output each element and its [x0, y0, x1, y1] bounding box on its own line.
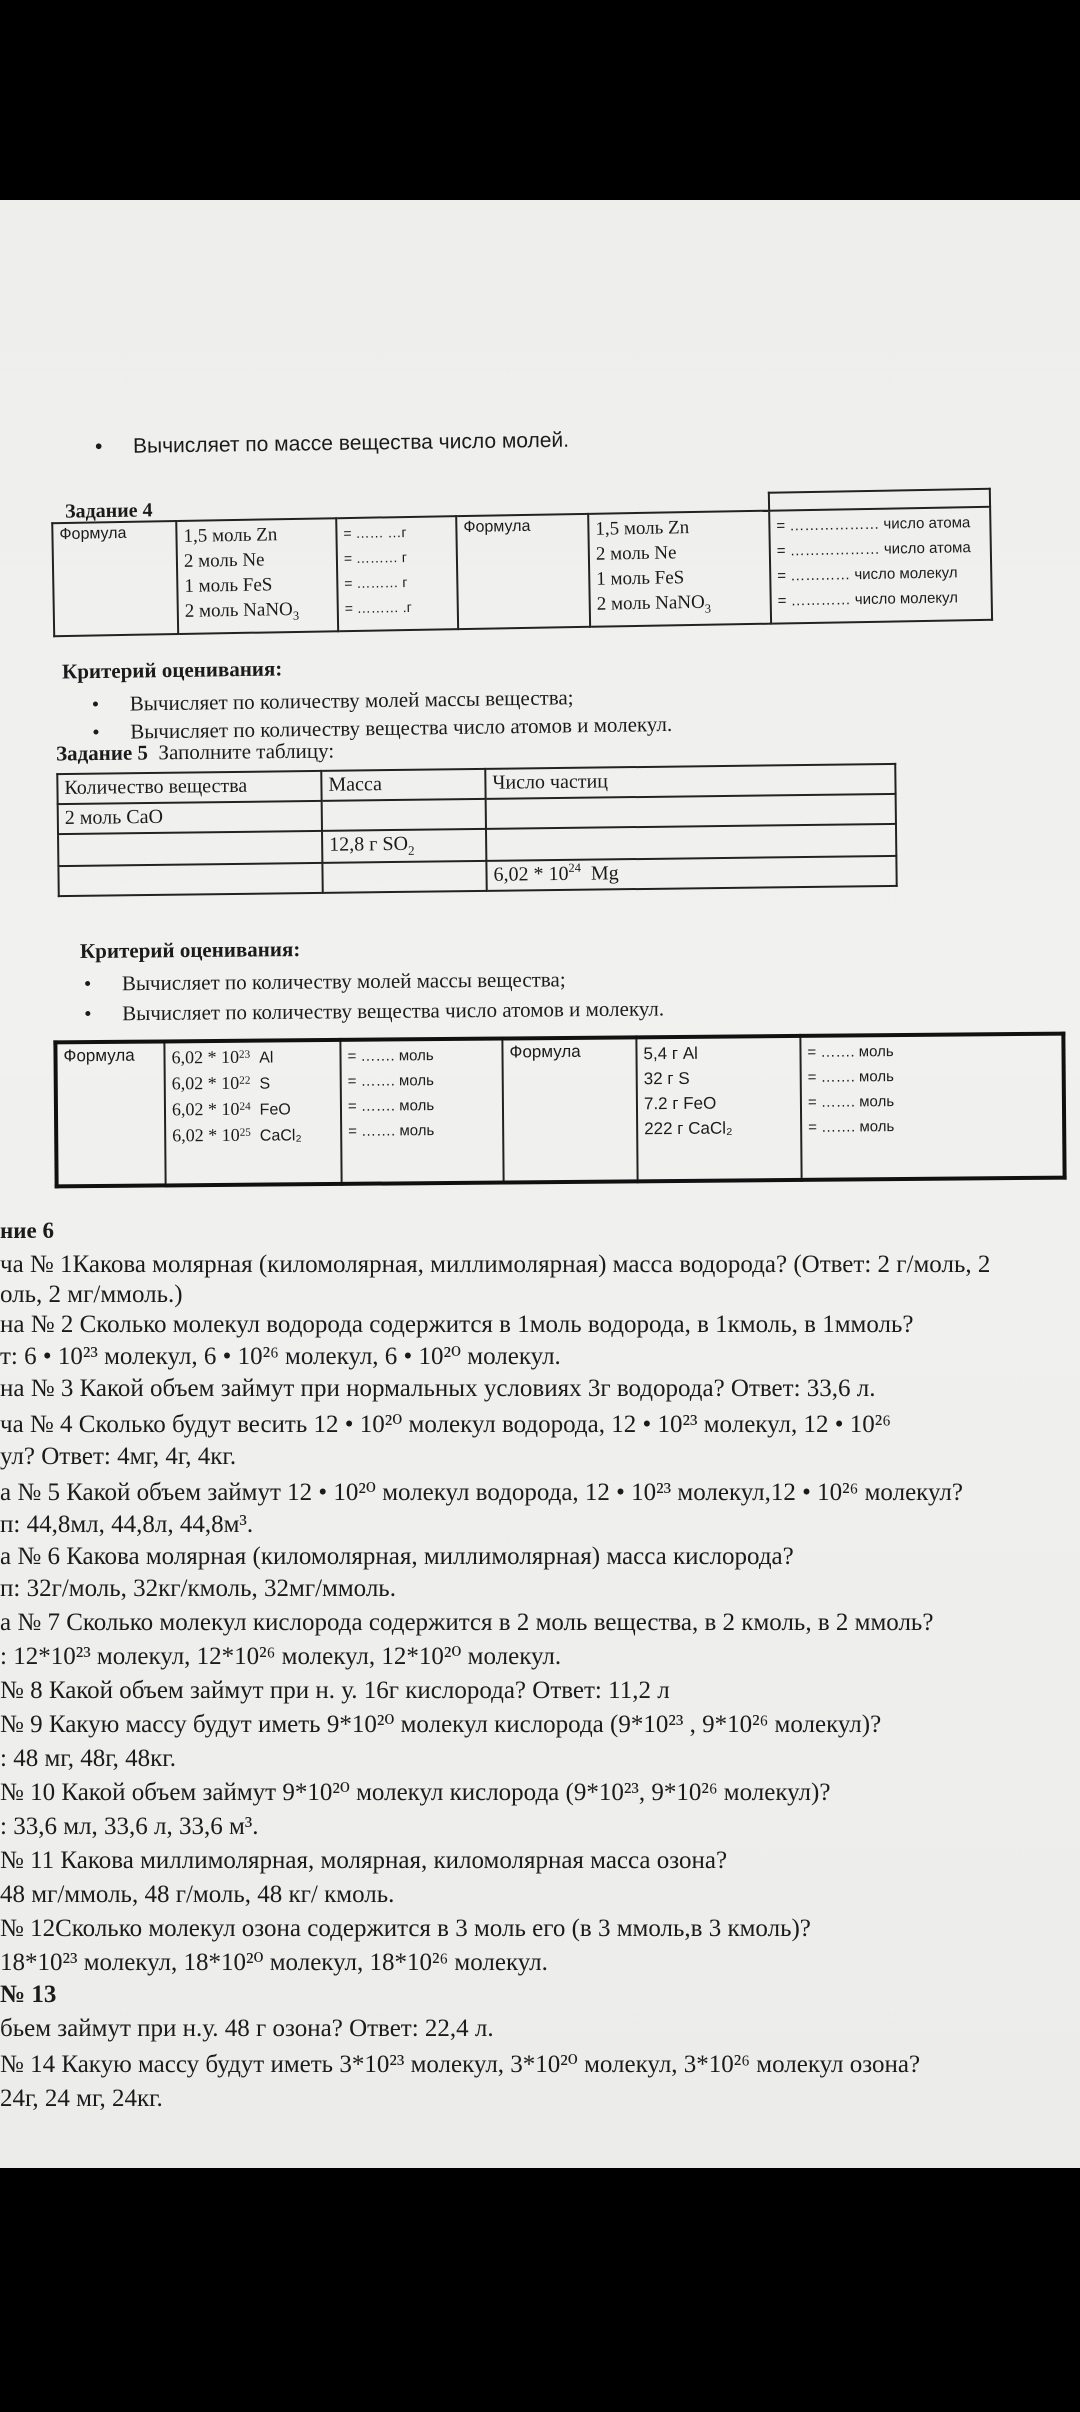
criteria1-item-2: • Вычисляет по количеству вещества число атомов и молекул. [92, 710, 672, 746]
problem-line-10: а № 6 Какова молярная (киломолярная, миллимолярная) масса кислорода? [0, 1543, 794, 1570]
moles-left-label: Формула [55, 1041, 165, 1186]
problem-line-8: а № 5 Какой объем займут 12 • 10²⁰ молекул водорода, 12 • 10²³ молекул,12 • 10²⁶ молекул? [0, 1479, 963, 1506]
task5-row2-mass: 12,8 г $SO_2$ [322, 829, 486, 863]
problem-line-24: бьем займут при н.у. 48 г озона? Ответ: 22,4 л. [0, 2015, 494, 2042]
problem-line-26: 24г, 24 мг, 24кг. [0, 2085, 163, 2112]
problem-line-15: № 9 Какую массу будут иметь 9*10²⁰ молекул кислорода (9*10²³ , 9*10²⁶ молекул)? [0, 1711, 882, 1738]
intro-bullet [95, 429, 569, 460]
problem-line-2: оль, 2 мг/ммоль.) [0, 1281, 183, 1308]
task5-row3-particles: $6,02 * 10^{24}$ Mg [486, 856, 896, 891]
moles-right-answers: = ……. моль = ……. моль = ……. моль = ……. моль [800, 1034, 1064, 1180]
task4-left-items: 1,5 моль Zn 2 моль Ne 1 моль FeS 2 моль NaNO$_3$ [176, 518, 338, 634]
task6-title: ние 6 [0, 1218, 54, 1243]
task5-row1-quantity: 2 моль CaO [58, 801, 322, 834]
criteria2-title: Критерий оценивания: [79, 937, 301, 963]
task5-title: Задание 5 [55, 740, 149, 766]
task5-heading [56, 739, 334, 767]
problem-line-17: № 10 Какой объем займут 9*10²⁰ молекул кислорода (9*10²³, 9*10²⁶ молекул)? [0, 1779, 831, 1806]
criteria1-title: Критерий оценивания: [61, 656, 283, 684]
problem-line-9: п: 44,8мл, 44,8л, 44,8м³. [0, 1511, 254, 1538]
problem-line-18: : 33,6 мл, 33,6 л, 33,6 м³. [0, 1813, 259, 1840]
criteria2-item-1: • Вычисляет по количеству молей массы вещества; [84, 963, 664, 998]
task5-header-particles: Число частиц [485, 764, 895, 799]
task4-right-answers: = ……………… число атома = ……………… число атома = ………… число молекул = ………… число молекул [769, 507, 992, 624]
moles-table [53, 1032, 1066, 1189]
moles-left-answers: = ……. моль = ……. моль = ……. моль = ……. моль [340, 1039, 503, 1184]
task5-subtitle: Заполните таблицу: [158, 738, 335, 765]
top-black-border [0, 0, 1080, 200]
task5-table [56, 763, 897, 897]
problem-line-22: 18*10²³ молекул, 18*10²⁰ молекул, 18*10²⁶ молекул. [0, 1949, 548, 1976]
moles-left-items: $6,02 * 10^{23}$ Al $6,02 * 10^{22}$ S $6,02 * 10^{24}$ FeO $6,02 * 10^{25}$ CaCl₂ [164, 1040, 341, 1186]
criteria2-item-2: • Вычисляет по количеству вещества число атомов и молекул. [84, 993, 664, 1028]
problem-line-3: на № 2 Сколько молекул водорода содержится в 1моль водорода, в 1кмоль, в 1ммоль? [0, 1311, 914, 1338]
problem-line-4: т: 6 • 10²³ молекул, 6 • 10²⁶ молекул, 6 • 10²⁰ молекул. [0, 1343, 561, 1370]
task4-left-answers: = …… …г = ……… г = ……… г = ……… .г [336, 516, 458, 631]
problem-line-7: ул? Ответ: 4мг, 4г, 4кг. [0, 1443, 237, 1470]
criteria2-list [84, 963, 664, 1028]
moles-right-items: 5,4 г Al 32 г S 7.2 г FeO 222 г CaCl₂ [636, 1036, 801, 1181]
problem-line-1: ча № 1Какова молярная (киломолярная, миллимолярная) масса водорода? (Ответ: 2 г/моль, 2 [0, 1251, 991, 1278]
intro-bullet-text: • Вычисляет по массе вещества число молей. [95, 429, 569, 460]
problem-line-20: 48 мг/ммоль, 48 г/моль, 48 кг/ кмоль. [0, 1881, 395, 1908]
task4-table [51, 488, 993, 637]
problem-line-12: а № 7 Сколько молекул кислорода содержится в 2 моль вещества, в 2 кмоль, в 2 ммоль? [0, 1609, 934, 1636]
problem-line-13: : 12*10²³ молекул, 12*10²⁶ молекул, 12*10²⁰ молекул. [0, 1643, 562, 1670]
moles-right-label: Формула [502, 1037, 637, 1182]
task4-left-label: Формула [52, 521, 178, 636]
task4-title: Задание 4 [64, 499, 153, 523]
document-photo [0, 200, 1080, 2168]
problem-line-21: № 12Сколько молекул озона содержится в 3 моль его (в 3 ммоль,в 3 кмоль)? [0, 1915, 811, 1942]
problem-line-5: на № 3 Какой объем займут при нормальных условиях 3г водорода? Ответ: 33,6 л. [0, 1375, 876, 1402]
problem-line-16: : 48 мг, 48г, 48кг. [0, 1745, 176, 1772]
problem-line-19: № 11 Какова миллимолярная, молярная, киломолярная масса озона? [0, 1847, 728, 1874]
task5-header-quantity: Количество вещества [57, 771, 321, 804]
criteria1-list [92, 682, 673, 746]
task4-right-items: 1,5 моль Zn 2 моль Ne 1 моль FeS 2 моль NaNO$_3$ [588, 511, 771, 627]
problem-line-23: № 13 [0, 1981, 57, 2008]
problem-line-25: № 14 Какую массу будут иметь 3*10²³ молекул, 3*10²⁰ молекул, 3*10²⁶ молекул озона? [0, 2051, 921, 2078]
task4-right-label: Формула [456, 514, 590, 629]
bottom-black-border [0, 2168, 1080, 2412]
criteria1-item-1: • Вычисляет по количеству молей массы вещества; [92, 682, 672, 718]
problem-line-11: п: 32г/моль, 32кг/кмоль, 32мг/ммоль. [0, 1575, 396, 1602]
problem-line-14: № 8 Какой объем займут при н. у. 16г кислорода? Ответ: 11,2 л [0, 1677, 670, 1704]
problem-line-6: ча № 4 Сколько будут весить 12 • 10²⁰ молекул водорода, 12 • 10²³ молекул, 12 • 10²⁶ [0, 1411, 891, 1438]
task5-header-mass: Масса [321, 769, 485, 801]
